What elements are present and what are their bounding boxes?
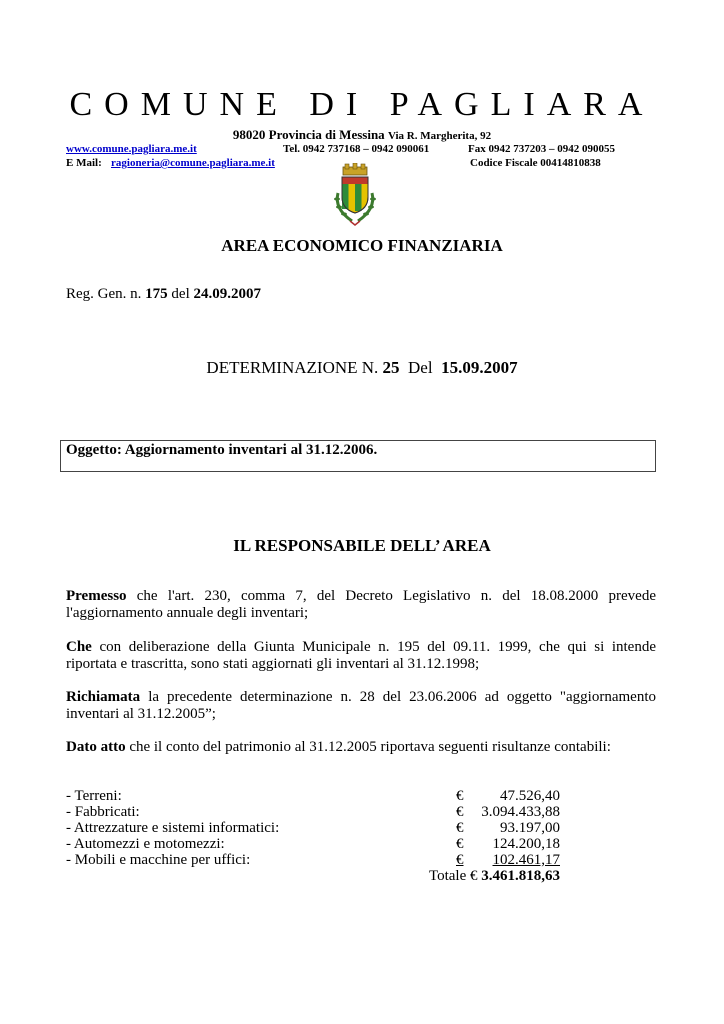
registry-del: del [171, 286, 190, 302]
currency-symbol: € [456, 820, 464, 836]
paragraph-text: che il conto del patrimonio al 31.12.2005 riportava seguenti risultanze contabili: [125, 739, 611, 755]
registry-line [66, 286, 261, 303]
codice-fiscale: Codice Fiscale 00414810838 [470, 157, 601, 169]
asset-label: - Automezzi e motomezzi: [66, 836, 225, 852]
currency-symbol: € [456, 804, 464, 820]
website-link[interactable]: www.comune.pagliara.me.it [66, 143, 197, 155]
paragraph-text: la precedente determinazione n. 28 del 23.06.2006 ad oggetto "aggiornamento inventari al 31.12.2005”; [66, 689, 656, 722]
area-title: AREA ECONOMICO FINANZIARIA [221, 236, 503, 255]
currency-symbol: € [456, 836, 464, 852]
asset-amount: 47.526,40 [500, 788, 560, 804]
paragraph-premesso [66, 588, 656, 622]
fax: Fax 0942 737203 – 0942 090055 [468, 143, 615, 155]
subject-label: Oggetto [66, 442, 117, 458]
determination-number: 25 [382, 358, 400, 377]
total-label: Totale € [428, 868, 478, 884]
subject-box: Oggetto: Aggiornamento inventari al 31.12.2006. [60, 440, 656, 472]
email-label: E Mail: [66, 157, 102, 169]
asset-row-attrezzature [66, 820, 566, 836]
currency-symbol: € [456, 852, 464, 868]
asset-amount: 124.200,18 [492, 836, 560, 852]
determination-del: Del [408, 358, 433, 377]
determination-date: 15.09.2007 [441, 358, 518, 377]
coat-of-arms-icon [328, 163, 382, 229]
total-amount: 3.461.818,63 [481, 868, 560, 884]
province-text: 98020 Provincia di Messina [232, 127, 385, 142]
asset-label: - Terreni: [66, 788, 122, 804]
determination-line [0, 358, 724, 378]
asset-total [429, 868, 560, 884]
paragraph-lead: Premesso [66, 588, 127, 604]
registry-number: 175 [145, 286, 168, 302]
paragraph-text: con deliberazione della Giunta Municipale n. 195 del 09.11. 1999, che qui si intende riportata e trascritta, sono stati aggiornati gli inventari al 31.12.1998; [66, 639, 656, 672]
registry-date: 24.09.2007 [193, 286, 261, 302]
asset-row-automezzi [66, 836, 566, 852]
asset-row-fabbricati [66, 804, 566, 820]
subject-text: Aggiornamento inventari al 31.12.2006. [124, 442, 378, 458]
paragraph-lead: Dato atto [66, 739, 126, 755]
paragraph-text: che l'art. 230, comma 7, del Decreto Legislativo n. del 18.08.2000 prevede l'aggiornamento annuale degli inventari; [66, 588, 656, 621]
responsible-heading: IL RESPONSABILE DELL’ AREA [233, 536, 491, 555]
asset-amount: 93.197,00 [500, 820, 560, 836]
currency-symbol: € [456, 788, 464, 804]
paragraph-lead: Che [66, 639, 92, 655]
registry-prefix: Reg. Gen. n. [66, 286, 142, 302]
municipality-title: COMUNE DI PAGLIARA [69, 86, 655, 123]
determination-prefix: DETERMINAZIONE N. [206, 358, 379, 377]
asset-total-row [66, 868, 566, 885]
paragraph-che [66, 639, 656, 673]
asset-list [66, 788, 566, 885]
asset-row-terreni [66, 788, 566, 804]
asset-label: - Mobili e macchine per uffici: [66, 852, 251, 868]
asset-label: - Fabbricati: [66, 804, 140, 820]
asset-amount: 3.094.433,88 [481, 804, 560, 820]
asset-row-mobili [66, 852, 566, 868]
asset-amount: 102.461,17 [492, 852, 560, 868]
paragraph-dato-atto [66, 739, 656, 756]
email-link[interactable]: ragioneria@comune.pagliara.me.it [111, 157, 275, 169]
paragraph-richiamata [66, 689, 656, 723]
paragraph-lead: Richiamata [66, 689, 141, 705]
street-address: Via R. Margherita, 92 [387, 130, 492, 142]
province-line [0, 127, 724, 143]
asset-label: - Attrezzature e sistemi informatici: [66, 820, 280, 836]
telephone: Tel. 0942 737168 – 0942 090061 [283, 143, 430, 155]
